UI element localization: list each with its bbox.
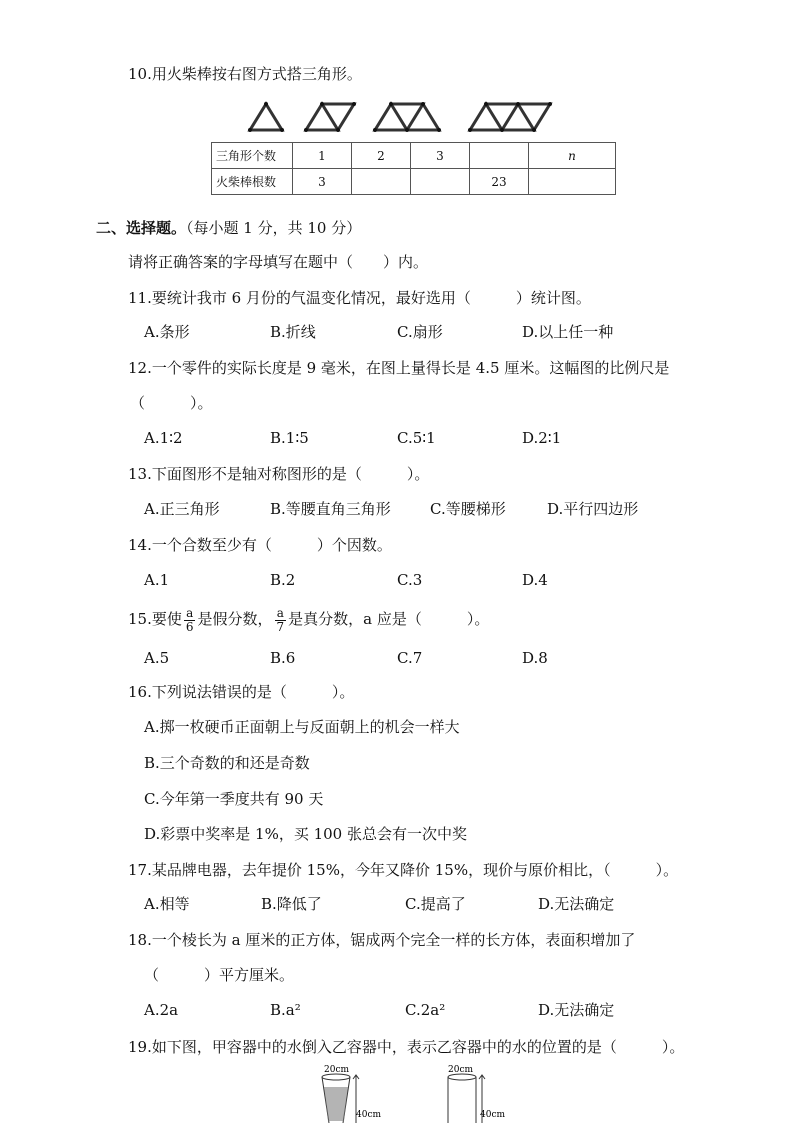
matchstick-figures xyxy=(240,100,560,136)
row-label: 火柴棒根数 xyxy=(212,169,293,195)
q16-option-b[interactable]: B.三个奇数的和还是奇数 xyxy=(144,754,310,772)
q11-text: 11.要统计我市 6 月份的气温变化情况，最好选用（ ）统计图。 xyxy=(128,289,591,307)
fraction-denominator: 6 xyxy=(185,619,194,634)
q18-text-cont: （ ）平方厘米。 xyxy=(144,966,295,984)
q12-option-a[interactable]: A.1∶2 xyxy=(144,429,183,447)
row-label: 三角形个数 xyxy=(212,143,293,169)
container2-width-label: 20cm xyxy=(448,1065,474,1075)
q19-text: 19.如下图，甲容器中的水倒入乙容器中，表示乙容器中的水的位置的是（ ）。 xyxy=(128,1038,685,1056)
fraction-numerator: a xyxy=(186,605,194,620)
q12-text-cont: （ ）。 xyxy=(130,394,213,412)
q17-option-b[interactable]: B.降低了 xyxy=(261,895,322,913)
q16-option-c[interactable]: C.今年第一季度共有 90 天 xyxy=(144,790,324,808)
container1-width-label: 20cm xyxy=(324,1065,350,1075)
table-cell: 3 xyxy=(411,143,470,169)
q14-option-a[interactable]: A.1 xyxy=(144,571,170,589)
q15-option-b[interactable]: B.6 xyxy=(270,649,296,667)
q11-option-a[interactable]: A.条形 xyxy=(144,323,190,341)
q18-option-c[interactable]: C.2a² xyxy=(405,1001,446,1019)
section-score-note: （每小题 1 分，共 10 分） xyxy=(186,219,362,237)
q17-option-c[interactable]: C.提高了 xyxy=(405,895,466,913)
q10-text: 10.用火柴棒按右图方式搭三角形。 xyxy=(128,65,362,83)
q12-option-b[interactable]: B.1∶5 xyxy=(270,429,309,447)
q14-text: 14.一个合数至少有（ ）个因数。 xyxy=(128,536,392,554)
q12-text: 12.一个零件的实际长度是 9 毫米，在图上量得长是 4.5 厘米。这幅图的比例尺是 xyxy=(128,359,670,377)
container-diagram-1 xyxy=(316,1063,386,1123)
table-cell[interactable] xyxy=(470,143,529,169)
q12-option-d[interactable]: D.2∶1 xyxy=(522,429,562,447)
q13-option-a[interactable]: A.正三角形 xyxy=(144,500,220,518)
q15-prefix: 15.要使 xyxy=(128,610,182,628)
table-row xyxy=(212,169,616,195)
table-cell[interactable] xyxy=(352,169,411,195)
section-instruction: 请将正确答案的字母填写在题中（ ）内。 xyxy=(128,253,429,271)
q13-text: 13.下面图形不是轴对称图形的是（ ）。 xyxy=(128,465,430,483)
table-cell: 3 xyxy=(293,169,352,195)
q15-option-d[interactable]: D.8 xyxy=(522,649,548,667)
q16-option-a[interactable]: A.掷一枚硬币正面朝上与反面朝上的机会一样大 xyxy=(144,718,460,736)
q18-option-a[interactable]: A.2a xyxy=(144,1001,179,1019)
section-title: 二、选择题。 xyxy=(96,219,187,237)
q13-option-d[interactable]: D.平行四边形 xyxy=(547,500,639,518)
container-diagram-2 xyxy=(440,1063,510,1123)
q13-option-b[interactable]: B.等腰直角三角形 xyxy=(270,500,391,518)
q11-option-c[interactable]: C.扇形 xyxy=(397,323,443,341)
q14-option-d[interactable]: D.4 xyxy=(522,571,548,589)
q16-text: 16.下列说法错误的是（ ）。 xyxy=(128,683,355,701)
q15-mid: 是假分数， xyxy=(197,610,273,628)
table-cell: 1 xyxy=(293,143,352,169)
q18-text: 18.一个棱长为 a 厘米的正方体，锯成两个完全一样的长方体，表面积增加了 xyxy=(128,931,636,949)
q18-option-b[interactable]: B.a² xyxy=(270,1001,301,1019)
table-cell[interactable] xyxy=(529,169,616,195)
table-cell: n xyxy=(529,143,616,169)
section-heading xyxy=(96,218,361,238)
fraction-numerator: a xyxy=(276,605,284,620)
q17-text: 17.某品牌电器，去年提价 15%，今年又降价 15%，现价与原价相比，（ ）。 xyxy=(128,861,679,879)
q14-option-b[interactable]: B.2 xyxy=(270,571,296,589)
q15-fraction-2 xyxy=(275,607,287,634)
table-cell: 23 xyxy=(470,169,529,195)
q18-option-d[interactable]: D.无法确定 xyxy=(538,1001,615,1019)
q12-option-c[interactable]: C.5∶1 xyxy=(397,429,436,447)
q14-option-c[interactable]: C.3 xyxy=(397,571,423,589)
container2-height-label: 40cm xyxy=(480,1110,506,1120)
container1-height-label: 40cm xyxy=(356,1110,382,1120)
table-cell[interactable] xyxy=(411,169,470,195)
q11-option-d[interactable]: D.以上任一种 xyxy=(522,323,614,341)
q15-suffix: 是真分数，a 应是（ ）。 xyxy=(288,610,490,628)
q13-option-c[interactable]: C.等腰梯形 xyxy=(430,500,506,518)
table-row xyxy=(212,143,616,169)
q16-option-d[interactable]: D.彩票中奖率是 1%，买 100 张总会有一次中奖 xyxy=(144,825,467,843)
q15-option-a[interactable]: A.5 xyxy=(144,649,170,667)
q10-table xyxy=(211,142,616,195)
q15-option-c[interactable]: C.7 xyxy=(397,649,423,667)
q15-fraction-1 xyxy=(184,607,196,634)
fraction-denominator: 7 xyxy=(276,619,285,634)
table-cell: 2 xyxy=(352,143,411,169)
q17-option-d[interactable]: D.无法确定 xyxy=(538,895,615,913)
q17-option-a[interactable]: A.相等 xyxy=(144,895,190,913)
q15-text xyxy=(128,604,489,634)
q11-option-b[interactable]: B.折线 xyxy=(270,323,316,341)
